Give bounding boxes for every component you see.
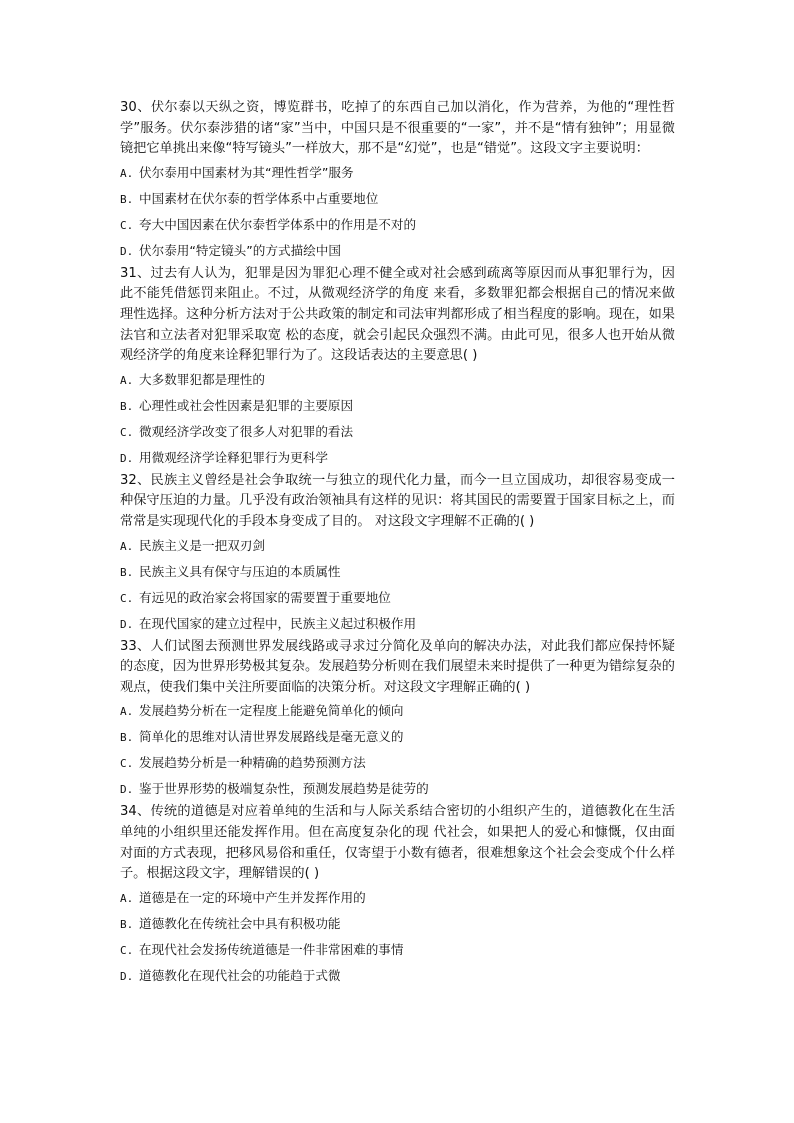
document-page <box>120 98 675 989</box>
option-letter: C. <box>120 943 134 957</box>
question-stem: 34、传统的道德是对应着单纯的生活和与人际关系结合密切的小组织产生的，道德教化在生活单纯的小组织里还能发挥作用。但在高度复杂化的现 代社会，如果把人的爱心和慷慨，仅由面对面的方式表现，把移风易俗和重任，仅寄望于小数有德者，很难想象这个社会会变成个什么样子。根据这段文字，理解错误的( ) <box>120 804 675 882</box>
option-letter: A. <box>120 166 134 180</box>
question-stem: 33、人们试图去预测世界发展线路或寻求过分简化及单向的解决办法，对此我们都应保持怀疑的态度，因为世界形势极其复杂。发展趋势分析则在我们展望未来时提供了一种更为错综复杂的观点，使我们集中关注所要面临的决策分析。对这段文字理解正确的( ) <box>120 638 675 695</box>
option-d <box>120 611 675 637</box>
option-c <box>120 585 675 611</box>
option-list <box>120 698 675 802</box>
option-c <box>120 937 675 963</box>
option-text: 道德教化在现代社会的功能趋于式微 <box>139 967 341 983</box>
question-33 <box>120 637 675 803</box>
option-letter: C. <box>120 757 134 771</box>
option-text: 微观经济学改变了很多人对犯罪的看法 <box>139 423 354 439</box>
option-letter: C. <box>120 591 134 605</box>
option-text: 伏尔泰用“特定镜头”的方式描绘中国 <box>139 242 341 258</box>
question-stem: 31、过去有人认为，犯罪是因为罪犯心理不健全或对社会感到疏离等原因而从事犯罪行为，因此不能凭借惩罚来阻止。不过，从微观经济学的角度 来看，多数罪犯都会根据自己的情况来做理性选择。这种分析方法对于公共政策的制定和司法审判都形成了相当程度的影响。现在，如果法官和立法者对犯罪采取宽 松的态度，就会引起民众强烈不满。由此可见，很多人也开始从微观经济学的角度来诠释犯罪行为了。这段话表达的主要意思( ) <box>120 265 675 364</box>
option-b <box>120 724 675 750</box>
option-text: 大多数罪犯都是理性的 <box>139 371 265 387</box>
option-b <box>120 911 675 937</box>
option-letter: B. <box>120 192 134 206</box>
question-30 <box>120 98 675 264</box>
option-text: 夸大中国因素在伏尔泰哲学体系中的作用是不对的 <box>139 216 417 232</box>
question-34 <box>120 802 675 988</box>
option-a <box>120 533 675 559</box>
option-text: 有远见的政治家会将国家的需要置于重要地位 <box>139 589 391 605</box>
option-a <box>120 885 675 911</box>
option-letter: A. <box>120 539 134 553</box>
option-letter: B. <box>120 917 134 931</box>
option-list <box>120 367 675 471</box>
option-letter: D. <box>120 617 134 631</box>
option-text: 中国素材在伏尔泰的哲学体系中占重要地位 <box>139 190 379 206</box>
option-list <box>120 160 675 264</box>
option-letter: D. <box>120 451 134 465</box>
option-letter: B. <box>120 565 134 579</box>
option-c <box>120 212 675 238</box>
option-text: 道德教化在传统社会中具有积极功能 <box>139 915 341 931</box>
option-letter: C. <box>120 218 134 232</box>
option-text: 民族主义是一把双刃剑 <box>139 537 265 553</box>
option-d <box>120 238 675 264</box>
option-text: 心理性或社会性因素是犯罪的主要原因 <box>139 397 354 413</box>
option-a <box>120 160 675 186</box>
option-letter: B. <box>120 731 134 745</box>
option-d <box>120 963 675 989</box>
option-letter: D. <box>120 783 134 797</box>
option-text: 用微观经济学诠释犯罪行为更科学 <box>139 449 328 465</box>
option-text: 鉴于世界形势的极端复杂性，预测发展趋势是徒劳的 <box>139 781 429 797</box>
option-letter: D. <box>120 244 134 258</box>
option-b <box>120 559 675 585</box>
option-a <box>120 367 675 393</box>
option-text: 伏尔泰用中国素材为其“理性哲学”服务 <box>139 164 354 180</box>
option-b <box>120 186 675 212</box>
option-c <box>120 419 675 445</box>
option-list <box>120 533 675 637</box>
option-c <box>120 750 675 776</box>
option-text: 发展趋势分析在一定程度上能避免简单化的倾向 <box>139 703 404 719</box>
option-letter: B. <box>120 399 134 413</box>
option-b <box>120 393 675 419</box>
option-d <box>120 776 675 802</box>
question-32 <box>120 471 675 637</box>
option-text: 发展趋势分析是一种精确的趋势预测方法 <box>139 755 366 771</box>
question-31 <box>120 264 675 471</box>
option-text: 简单化的思维对认清世界发展路线是毫无意义的 <box>139 729 404 745</box>
option-text: 道德是在一定的环境中产生并发挥作用的 <box>139 889 366 905</box>
question-stem: 30、伏尔泰以天纵之资，博览群书，吃掉了的东西自己加以消化，作为营养，为他的“理性哲学”服务。伏尔泰涉猎的诸“家”当中，中国只是不很重要的“一家”，并不是“情有独钟”；用显微镜把它单挑出来像“特写镜头”一样放大，那不是“幻觉”，也是“错觉”。这段文字主要说明： <box>120 100 675 157</box>
option-letter: A. <box>120 373 134 387</box>
option-letter: C. <box>120 425 134 439</box>
option-letter: A. <box>120 705 134 719</box>
option-text: 民族主义具有保守与压迫的本质属性 <box>139 563 341 579</box>
option-text: 在现代社会发扬传统道德是一件非常困难的事情 <box>139 941 404 957</box>
option-d <box>120 445 675 471</box>
option-letter: D. <box>120 969 134 983</box>
question-stem: 32、民族主义曾经是社会争取统一与独立的现代化力量，而今一旦立国成功，却很容易变成一种保守压迫的力量。几乎没有政治领袖具有这样的见识：将其国民的需要置于国家目标之上，而常常是实现现代化的手段本身变成了目的。 对这段文字理解不正确的( ) <box>120 472 675 529</box>
option-a <box>120 698 675 724</box>
option-text: 在现代国家的建立过程中，民族主义起过积极作用 <box>139 615 417 631</box>
option-letter: A. <box>120 891 134 905</box>
option-list <box>120 885 675 989</box>
